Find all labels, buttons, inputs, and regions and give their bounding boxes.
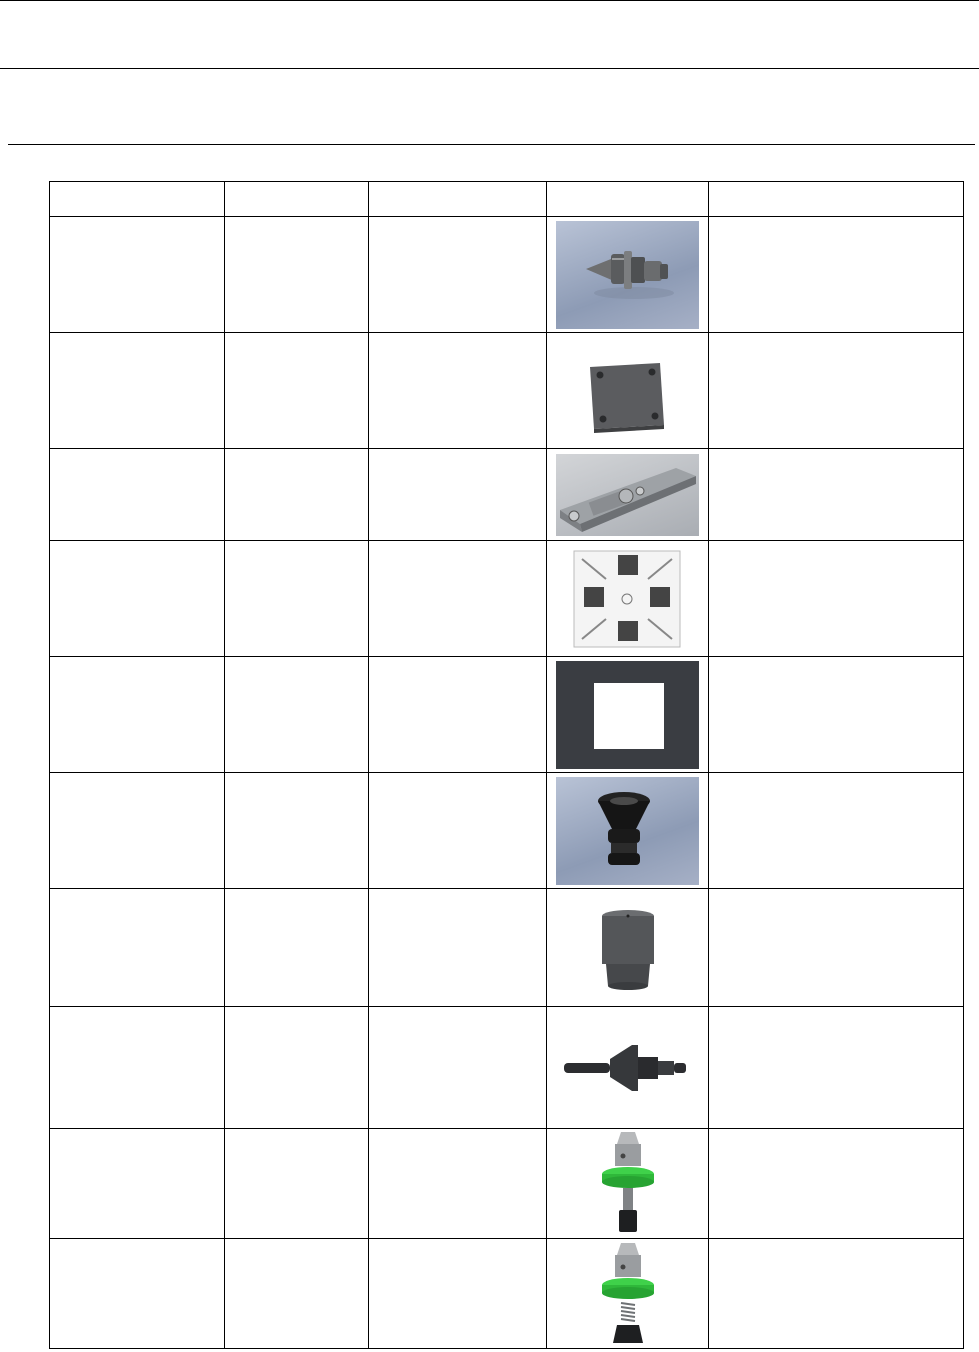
table-row [50, 889, 964, 1007]
header-rule-middle [0, 68, 979, 69]
table-row [50, 333, 964, 449]
header-cell [709, 182, 964, 217]
cylindrical-nozzle-cap-photo [556, 894, 699, 1002]
table-row [50, 1239, 964, 1349]
green-flange-nozzle-photo [583, 1130, 673, 1238]
header-cell [547, 182, 709, 217]
metal-slide-bracket-photo [556, 454, 699, 536]
table-row [50, 773, 964, 889]
header-rule-bottom [8, 144, 975, 145]
black-pick-up-nozzle-photo [556, 1023, 699, 1113]
table-row [50, 541, 964, 657]
white-square-on-black-photo [556, 661, 699, 769]
conical-steel-nozzle-photo [556, 221, 699, 329]
header-cell [50, 182, 225, 217]
square-metal-plate-photo [556, 337, 699, 445]
parts-table [49, 181, 964, 1349]
header-cell [225, 182, 369, 217]
table-header-row [50, 182, 964, 217]
table-row [50, 657, 964, 773]
table-row [50, 1129, 964, 1239]
black-rubber-suction-cup-photo [556, 777, 699, 885]
calibration-pattern-card-photo [556, 545, 699, 653]
table-row [50, 217, 964, 333]
table-row [50, 1007, 964, 1129]
header-rule-top [0, 0, 979, 1]
green-flange-nozzle-spring-photo [583, 1241, 673, 1347]
table-row [50, 449, 964, 541]
header-cell [369, 182, 547, 217]
